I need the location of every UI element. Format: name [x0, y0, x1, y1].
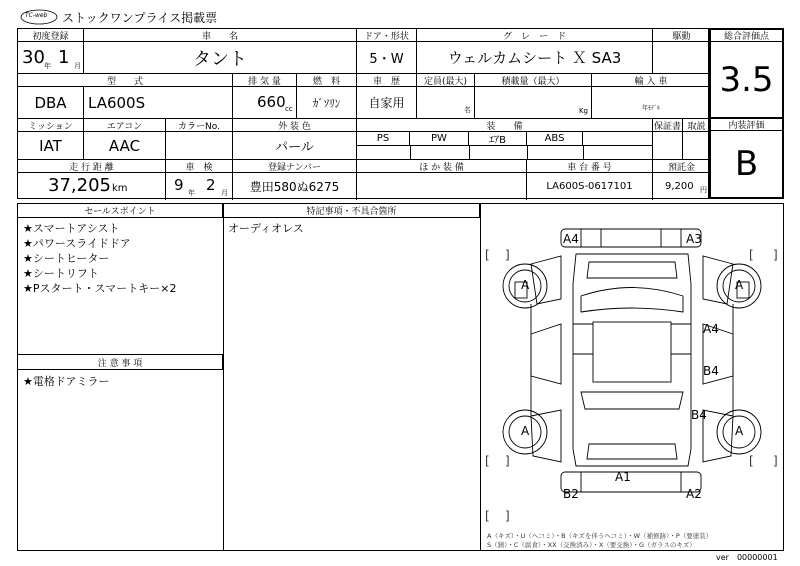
notes-title: 注 意 事 項: [18, 354, 223, 370]
damage-mark-a1-bottom: A1: [615, 470, 631, 484]
insp-month: 2: [206, 176, 216, 194]
insp-year-unit: 年: [188, 189, 195, 197]
damage-legend-line1: A（キズ）・U（ヘコミ）・B（キズを伴うヘコミ）・W（補修跡）・P（要塗装）: [487, 532, 713, 540]
label-first-reg: 初度登録: [18, 29, 84, 42]
sales-item: ★Pスタート・スマートキー×2: [23, 282, 177, 295]
label-warranty: 保証書: [653, 119, 683, 132]
load-unit: Kg: [578, 107, 588, 115]
bottom-section: [17, 203, 784, 551]
tire-mark-rear-right: A: [735, 424, 744, 438]
label-load: 積載量（最大）: [475, 74, 592, 87]
exterior-value: パール: [233, 132, 357, 160]
model-prefix-value: DBA: [18, 87, 84, 119]
car-outline-diagram: [481, 204, 783, 550]
damage-mark-a4-right: A4: [703, 322, 719, 336]
notes-item: ★電格ドアミラー: [23, 375, 110, 388]
equip-ps: PS: [357, 132, 410, 146]
tire-mark-rear-left: A: [521, 424, 530, 438]
interior-score-value: B: [734, 144, 759, 184]
model-value: LA600S: [84, 87, 233, 119]
grade-value: ウェルカムシート Ｘ SA3: [417, 42, 653, 74]
sales-item: ★シートリフト: [23, 267, 99, 280]
equipment-grid: [357, 132, 653, 160]
bracket-open: [: [749, 454, 754, 468]
aircon-value: AAC: [84, 132, 166, 160]
mileage-number: 37,205: [48, 175, 111, 196]
label-mission: ミッション: [18, 119, 84, 132]
label-capacity: 定員(最大): [417, 74, 475, 87]
sales-list: [23, 221, 221, 296]
first-reg-value: [18, 42, 84, 74]
label-drive: 駆動: [653, 29, 710, 42]
load-value: [475, 87, 592, 119]
label-equipment: 装 備: [357, 119, 653, 132]
label-history: 車 歴: [357, 74, 417, 87]
overall-score-value: 3.5: [711, 42, 782, 119]
special-title: 特記事項・不具合箇所: [224, 204, 480, 218]
notes-list: [23, 374, 221, 389]
equip-abs: ABS: [527, 132, 583, 146]
label-inspection: 車 検: [166, 160, 233, 173]
history-value: 自家用: [357, 87, 417, 119]
equip-airbag: ｴｱB: [469, 132, 527, 146]
label-other-equip: ほ か 装 備: [357, 160, 527, 173]
mission-value: IAT: [18, 132, 84, 160]
damage-diagram: [481, 204, 783, 550]
deposit-number: 9,200: [665, 181, 694, 192]
tire-mark-front-right: A: [735, 278, 744, 292]
fuel-value: ｶﾞｿﾘﾝ: [297, 87, 357, 119]
damage-mark-a4-top: A4: [563, 232, 579, 246]
label-plate: 登録ナンバー: [233, 160, 357, 173]
label-chassis: 車 台 番 号: [527, 160, 653, 173]
first-reg-year-unit: 年: [44, 62, 51, 70]
label-overall-score: 総合評価点: [711, 30, 782, 42]
warranty-value: [653, 132, 683, 160]
mileage-unit: km: [112, 183, 128, 194]
label-interior-score: 内装評価: [711, 119, 782, 131]
damage-mark-b4-right2: B4: [691, 408, 707, 422]
info-grid: [17, 28, 709, 199]
drive-value: [653, 42, 710, 74]
label-color-no: カラーNo.: [166, 119, 233, 132]
page-title: ストックワンプライス掲載票: [62, 11, 218, 25]
insp-year: 9: [174, 176, 184, 194]
label-mileage: 走 行 距 離: [18, 160, 166, 173]
equip-pw: PW: [410, 132, 469, 146]
manual-value: [683, 132, 710, 160]
plate-value: 豊田580ぬ6275: [233, 173, 357, 200]
bracket-open: [: [749, 248, 754, 262]
damage-mark-b2-bottom: B2: [563, 487, 579, 501]
displacement-value: [233, 87, 297, 119]
damage-legend-line2: S（錆）・C（腐食）・XX（交換済み）・X（要交換）・G（ガラスのキズ）: [487, 541, 696, 549]
label-exterior: 外 装 色: [233, 119, 357, 132]
first-reg-year: 30: [22, 47, 45, 68]
deposit-value: [653, 173, 710, 200]
sales-title: セールスポイント: [18, 204, 223, 218]
label-model: 型 式: [18, 74, 233, 87]
bracket-close: ]: [773, 454, 778, 468]
bracket-open: [: [485, 509, 490, 523]
sales-item: ★シートヒーター: [23, 252, 110, 265]
chassis-value: LA600S-0617101: [527, 173, 653, 200]
first-reg-month-unit: 月: [74, 62, 81, 70]
bracket-open: [: [485, 248, 490, 262]
label-manual: 取説: [683, 119, 710, 132]
damage-mark-a3-top: A3: [686, 232, 702, 246]
doors-value: 5・W: [357, 42, 417, 74]
label-car-name: 車 名: [84, 29, 357, 42]
deposit-unit: 円: [700, 186, 707, 194]
label-doors: ドア・形状: [357, 29, 417, 42]
bracket-close: ]: [505, 248, 510, 262]
first-reg-month: 1: [58, 47, 70, 68]
special-item: オーディオレス: [228, 222, 304, 235]
score-panel: [709, 28, 784, 199]
other-equip-value: [357, 173, 527, 200]
label-import: 輸 入 車: [592, 74, 710, 87]
mileage-value: [18, 173, 166, 200]
logo: [20, 9, 58, 25]
insp-month-unit: 月: [221, 189, 228, 197]
sales-item: ★パワースライドドア: [23, 237, 131, 250]
import-unit: 年ﾓﾃﾞﾙ: [642, 105, 661, 112]
capacity-value: [417, 87, 475, 119]
label-fuel: 燃 料: [297, 74, 357, 87]
label-displacement: 排 気 量: [233, 74, 297, 87]
displacement-number: 660: [257, 93, 286, 111]
logo-text: TC-web: [25, 12, 48, 19]
damage-mark-a2-bottom: A2: [686, 487, 702, 501]
sales-item: ★スマートアシスト: [23, 222, 120, 235]
displacement-unit: cc: [285, 105, 293, 113]
bracket-open: [: [485, 454, 490, 468]
import-value: [592, 87, 710, 119]
bracket-close: ]: [773, 248, 778, 262]
version-label: ver 00000001: [716, 553, 778, 562]
label-deposit: 預託金: [653, 160, 710, 173]
equip-blank: [583, 132, 653, 146]
color-no-value: [166, 132, 233, 160]
bracket-close: ]: [505, 509, 510, 523]
inspection-value: [166, 173, 233, 200]
capacity-unit: 名: [464, 106, 471, 114]
special-list: [228, 221, 304, 236]
damage-mark-b4-right1: B4: [703, 364, 719, 378]
label-aircon: エアコン: [84, 119, 166, 132]
label-grade: グ レ ー ド: [417, 29, 653, 42]
car-name-value: タント: [84, 42, 357, 74]
bracket-close: ]: [505, 454, 510, 468]
tire-mark-front-left: A: [521, 278, 530, 292]
